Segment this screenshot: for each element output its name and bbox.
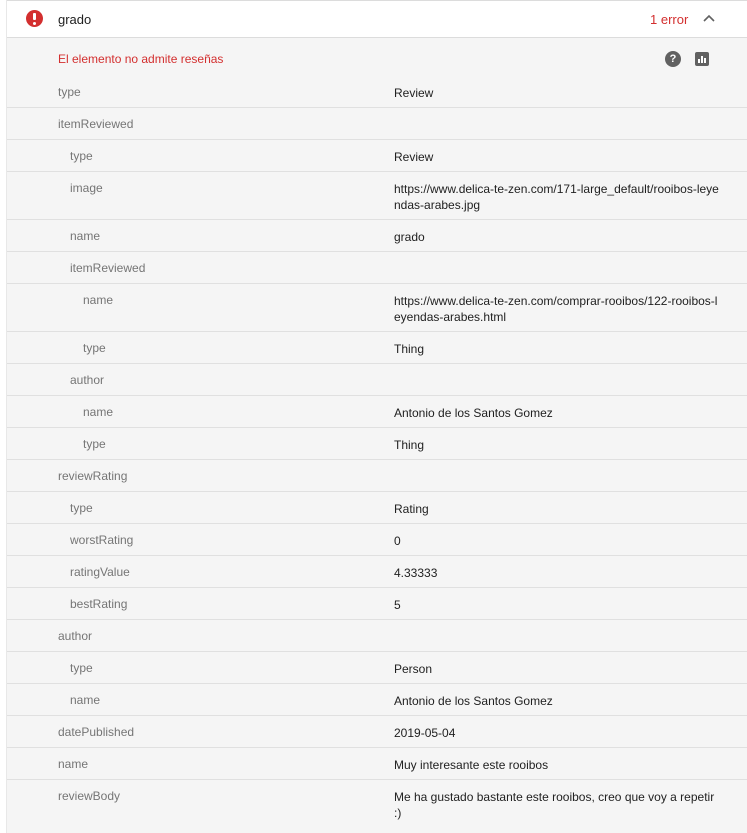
property-key: worstRating	[70, 533, 134, 547]
property-key: name	[70, 229, 101, 243]
property-value: grado	[394, 230, 425, 244]
property-key: name	[83, 293, 114, 307]
property-key: itemReviewed	[70, 261, 146, 275]
structured-data-panel	[6, 0, 747, 833]
property-row	[7, 652, 747, 684]
property-key: name	[83, 405, 114, 419]
error-icon	[26, 10, 43, 27]
property-key: author	[70, 373, 105, 387]
property-key: bestRating	[70, 597, 128, 611]
property-row	[7, 780, 747, 828]
property-row	[7, 524, 747, 556]
property-row	[7, 220, 747, 252]
item-title: grado	[58, 12, 92, 27]
property-value: https://www.delica-te-zen.com/comprar-rooibos/122-rooibos-leyendas-arabes.html	[394, 294, 718, 324]
property-value: Thing	[394, 438, 425, 452]
property-value: Antonio de los Santos Gomez	[394, 406, 553, 420]
chevron-up-icon[interactable]	[700, 10, 718, 28]
property-row	[7, 76, 747, 108]
property-row	[7, 716, 747, 748]
property-row	[7, 252, 747, 284]
error-message: El elemento no admite reseñas	[58, 52, 224, 66]
property-value: Antonio de los Santos Gomez	[394, 694, 553, 708]
property-key: type	[58, 85, 81, 99]
property-row	[7, 140, 747, 172]
item-header[interactable]	[7, 0, 747, 38]
property-row	[7, 108, 747, 140]
property-row	[7, 364, 747, 396]
property-value: Review	[394, 150, 434, 164]
property-value: Rating	[394, 502, 429, 516]
property-value: 5	[394, 598, 401, 612]
property-key: type	[70, 149, 93, 163]
help-icon[interactable]: ?	[665, 51, 681, 67]
property-row	[7, 748, 747, 780]
property-key: datePublished	[58, 725, 135, 739]
property-value: https://www.delica-te-zen.com/171-large_default/rooibos-leyendas-arabes.jpg	[394, 182, 719, 212]
property-row	[7, 492, 747, 524]
property-value: Review	[394, 86, 434, 100]
property-row	[7, 332, 747, 364]
property-row	[7, 460, 747, 492]
property-value: Muy interesante este rooibos	[394, 758, 549, 772]
property-table	[7, 76, 747, 828]
property-row	[7, 588, 747, 620]
property-key: type	[83, 341, 106, 355]
property-key: type	[83, 437, 106, 451]
property-row	[7, 172, 747, 220]
property-row	[7, 556, 747, 588]
property-row	[7, 284, 747, 332]
property-row	[7, 684, 747, 716]
property-key: reviewRating	[58, 469, 128, 483]
report-icon[interactable]	[695, 52, 709, 66]
property-value: 4.33333	[394, 566, 438, 580]
property-value: Thing	[394, 342, 425, 356]
property-key: reviewBody	[58, 789, 121, 803]
property-key: type	[70, 661, 93, 675]
property-value: 0	[394, 534, 401, 548]
property-value: 2019-05-04	[394, 726, 456, 740]
property-key: name	[70, 693, 101, 707]
property-key: author	[58, 629, 93, 643]
property-key: ratingValue	[70, 565, 130, 579]
property-value: Person	[394, 662, 433, 676]
property-key: itemReviewed	[58, 117, 134, 131]
property-key: type	[70, 501, 93, 515]
error-count: 1 error	[650, 12, 689, 27]
property-key: image	[70, 181, 103, 195]
property-value: Me ha gustado bastante este rooibos, creo que voy a repetir :)	[394, 790, 715, 820]
error-banner	[7, 39, 747, 77]
property-row	[7, 620, 747, 652]
property-key: name	[58, 757, 89, 771]
property-row	[7, 396, 747, 428]
property-row	[7, 428, 747, 460]
